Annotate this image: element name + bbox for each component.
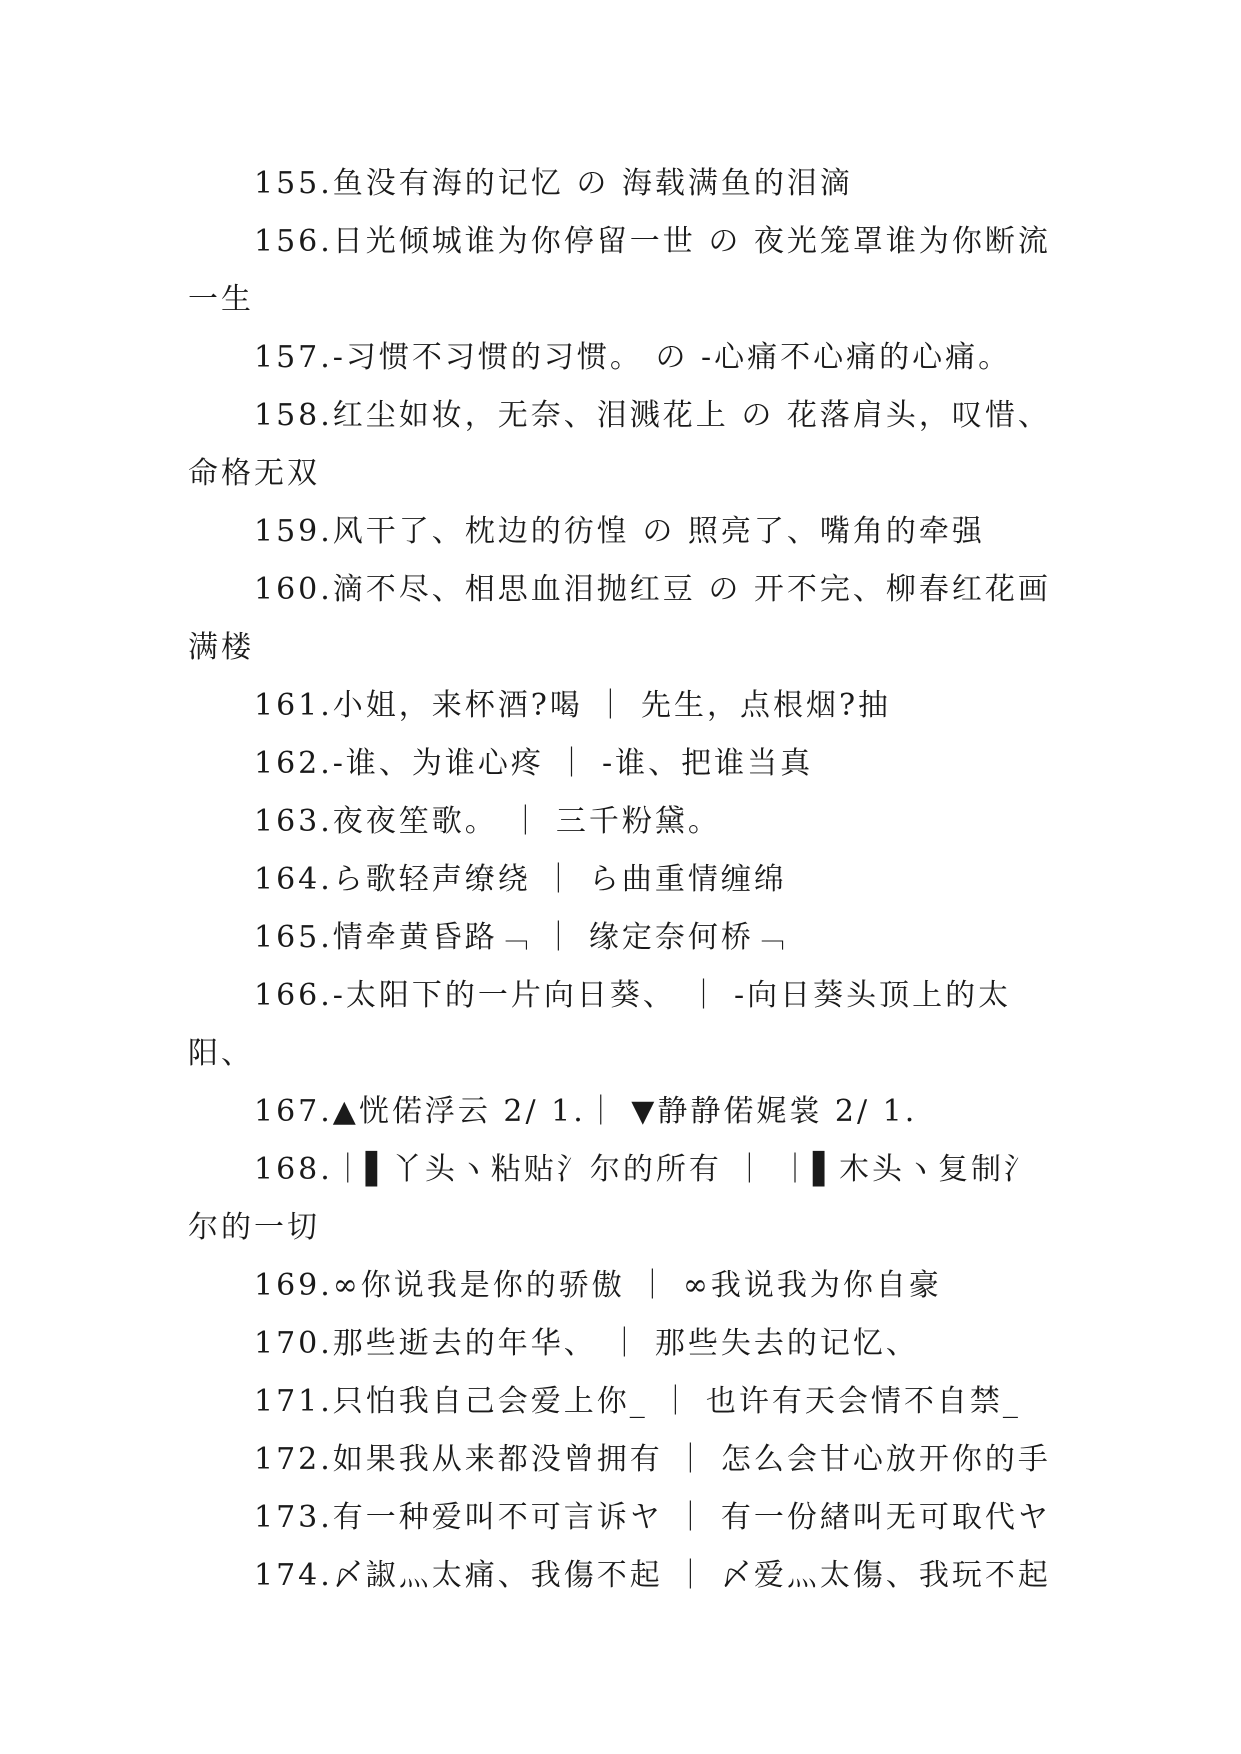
list-item: 165.情牵黄昏路﹁ ｜ 缘定奈何桥﹁	[254, 920, 787, 955]
list-item: 157.-习惯不习惯的习惯。 の -心痛不心痛的心痛。	[254, 340, 1012, 375]
list-item: 156.日光倾城谁为你停留一世 の 夜光笼罩谁为你断流一生	[188, 224, 1051, 317]
document-body	[188, 155, 1068, 1605]
list-item: 161.小姐，来杯酒?喝 ｜ 先生，点根烟?抽	[254, 688, 892, 723]
list-item: 168.｜▌丫头ヽ粘贴氵尔的所有 ｜ ｜▌木头ヽ复制氵尔的一切	[188, 1152, 1038, 1245]
list-item: 164.ら歌轻声缭绕 ｜ ら曲重情缠绵	[254, 862, 787, 897]
list-item: 160.滴不尽、相思血泪抛红豆 の 开不完、柳春红花画满楼	[188, 572, 1051, 665]
list-item: 169.∞你说我是你的骄傲 ｜ ∞我说我为你自豪	[254, 1268, 942, 1303]
list-item: 173.有一种爱叫不可言诉ヤ ｜ 有一份緖叫无可取代ヤ	[254, 1500, 1051, 1535]
list-item: 171.只怕我自己会爱上你_ ｜ 也许有天会情不自禁_	[254, 1384, 1021, 1419]
list-item: 172.如果我从来都没曾拥有 ｜ 怎么会甘心放开你的手	[254, 1442, 1051, 1477]
list-item: 174.〆諔灬太痛、我傷不起 ｜ 〆爱灬太傷、我玩不起	[254, 1558, 1051, 1593]
list-item: 158.红尘如妆，无奈、泪溅花上 の 花落肩头，叹惜、命格无双	[188, 398, 1051, 491]
list-item: 166.-太阳下的一片向日葵、 ｜ -向日葵头顶上的太阳、	[188, 978, 1012, 1071]
list-item: 159.风干了、枕边的彷惶 の 照亮了、嘴角的牵强	[254, 514, 985, 549]
list-item: 155.鱼没有海的记忆 の 海载满鱼的泪滴	[254, 166, 853, 201]
list-item: 170.那些逝去的年华、 ｜ 那些失去的记忆、	[254, 1326, 919, 1361]
list-item: 167.▲恍偌浮云 2/ 1.｜ ▼静静偌娓裳 2/ 1.	[254, 1094, 918, 1129]
list-item: 163.夜夜笙歌。 ｜ 三千粉黛。	[254, 804, 721, 839]
list-item: 162.-谁、为谁心疼 ｜ -谁、把谁当真	[254, 746, 814, 781]
